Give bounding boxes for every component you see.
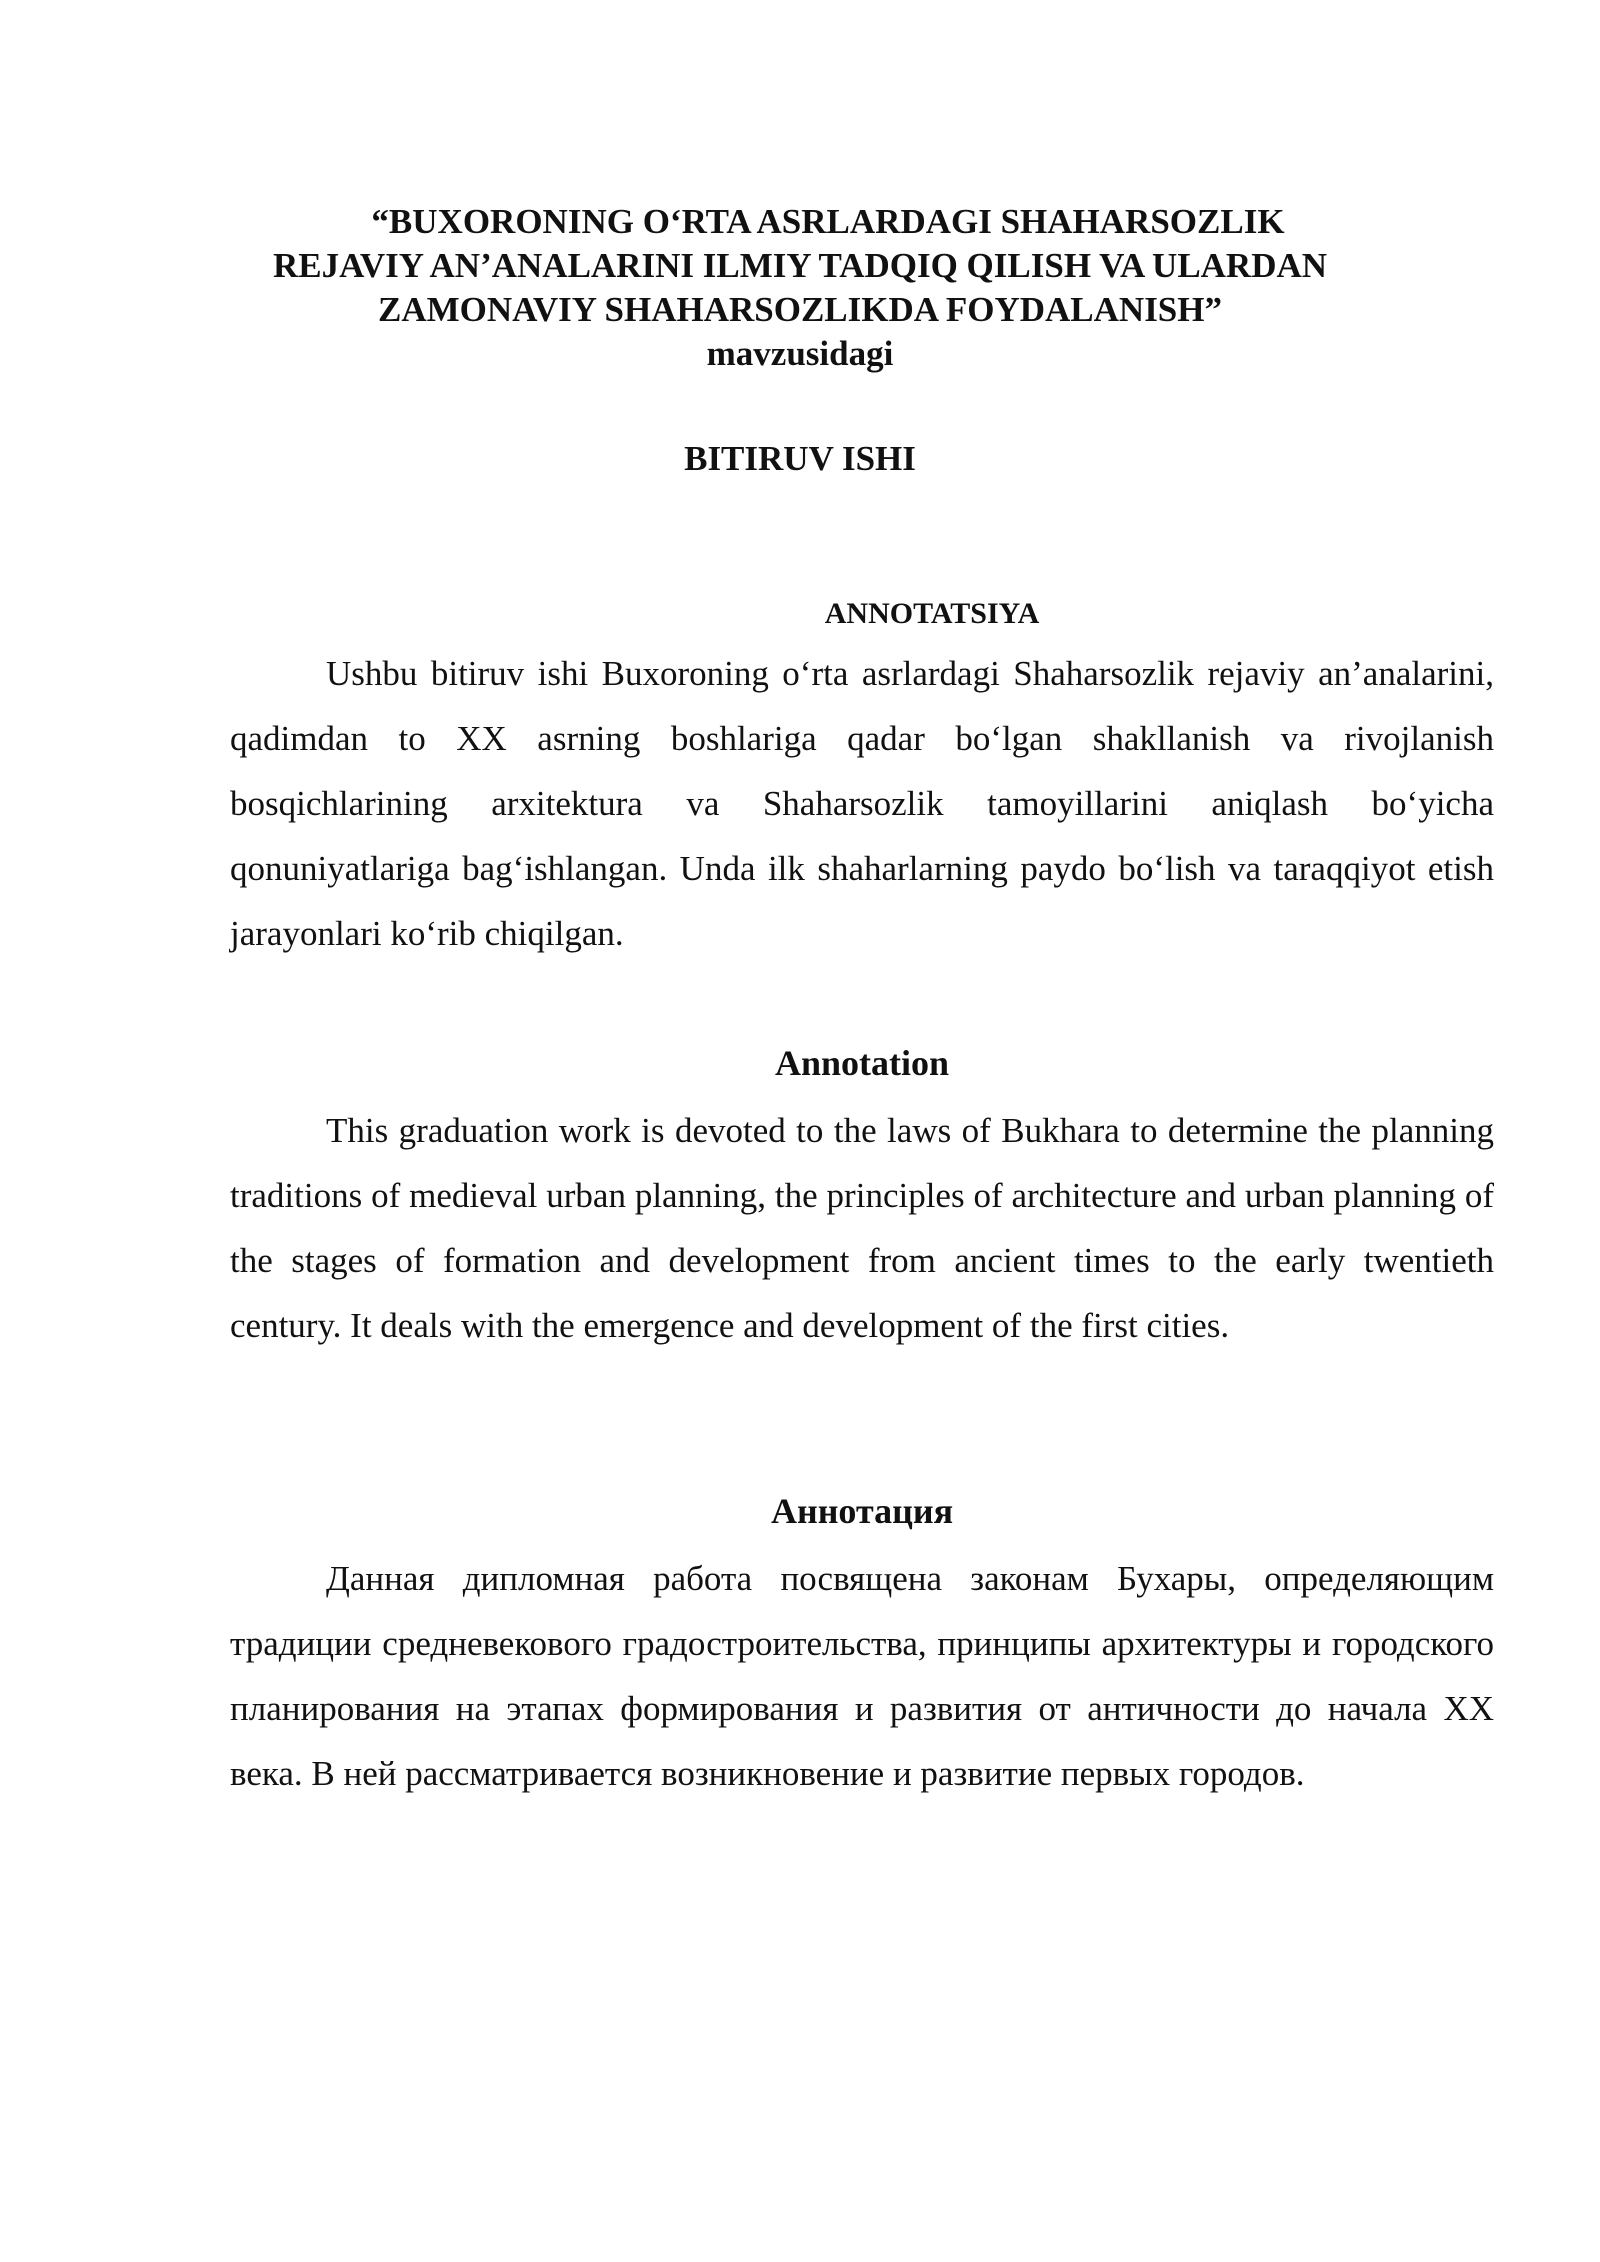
- title-line-3: ZAMONAVIY SHAHARSOZLIKDA FOYDALANISH”: [377, 290, 1223, 329]
- title-line-2: REJAVIY AN’ANALARINI ILMIY TADQIQ QILISH VA ULARDAN: [272, 246, 1328, 285]
- annotation-en-text: This graduation work is devoted to the laws of Bukhara to determine the planning traditions of medieval urban planning, the principles of architecture and urban planning of the stages of formation and development from ancient times to the early twentieth century. It deals with the emergence and development of the first cities.: [230, 1111, 1494, 1345]
- annotation-ru-text: Данная дипломная работа посвящена законам Бухары, определяющим традиции средневекового градостроительства, принципы архитектуры и городского планирования на этапах формирования и развития от античности до начала XX века. В ней рассматривается возникновение и развитие первых городов.: [230, 1559, 1494, 1793]
- annotation-uz-heading: ANNOTATSIYA: [824, 597, 1040, 630]
- thesis-title: [200, 200, 1400, 376]
- work-type-heading: BITIRUV ISHI: [684, 439, 916, 478]
- annotation-uz-text: Ushbu bitiruv ishi Buxoroning o‘rta asrlardagi Shaharsozlik rejaviy an’analarini, qadimdan to XX asrning boshlariga qadar bo‘lgan shakllanish va rivojlanish bosqichlarining arxitektura va Shaharsozlik tamoyillarini aniqlash bo‘yicha qonuniyatlariga bag‘ishlangan. Unda ilk shaharlarning paydo bo‘lish va taraqqiyot etish jarayonlari ko‘rib chiqilgan.: [230, 654, 1494, 953]
- annotation-ru-heading: Аннотация: [770, 1491, 954, 1531]
- title-line-4: mavzusidagi: [706, 334, 894, 373]
- title-line-1: “BUXORONING O‘RTA ASRLARDAGI SHAHARSOZLIK: [371, 202, 1285, 241]
- annotation-en-heading: Annotation: [774, 1043, 950, 1083]
